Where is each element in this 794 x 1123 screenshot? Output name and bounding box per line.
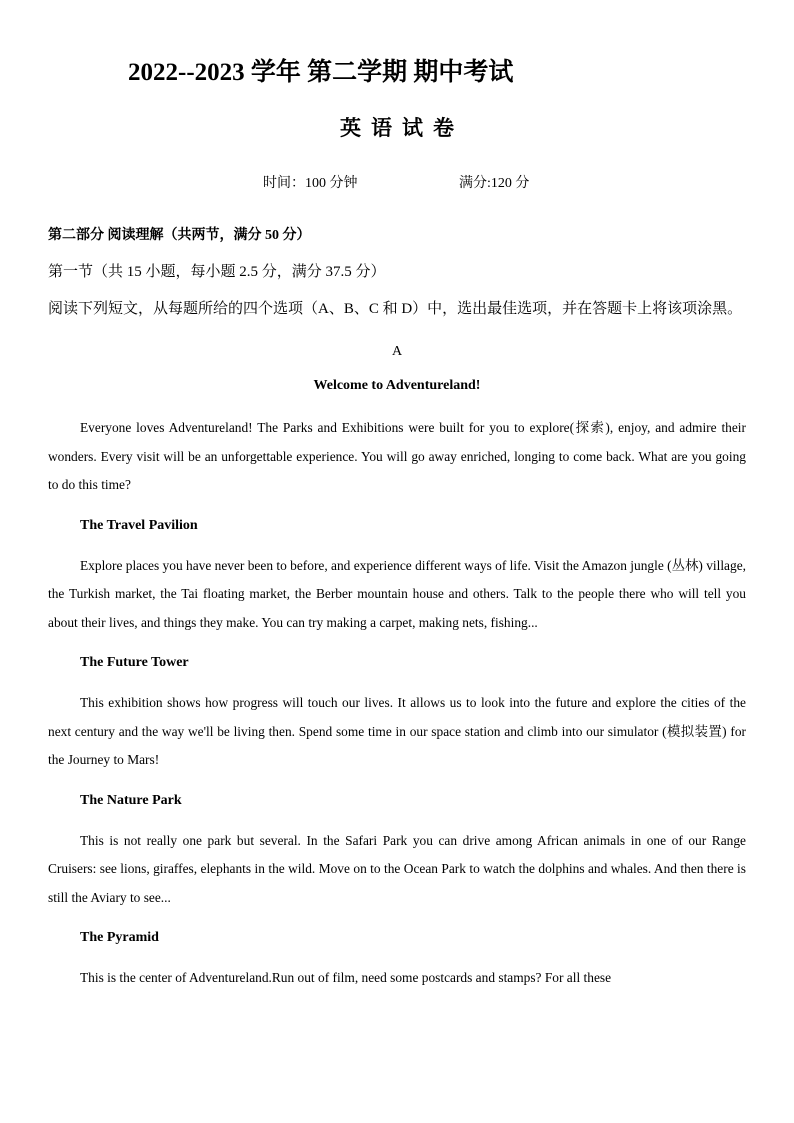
exam-content (48, 222, 746, 1005)
passage-title: Welcome to Adventureland! (313, 378, 481, 393)
exam-full-score: 满分:120 分 (459, 176, 530, 191)
section-heading-travel-pavilion: The Travel Pavilion (80, 517, 198, 533)
exam-time: 时间：100 分钟 (263, 176, 358, 191)
section-instruction: 阅读下列短文，从每题所给的四个选项（A、B、C 和 D）中，选出最佳选项，并在答题卡上将该项涂黑。 (48, 301, 743, 317)
section-text-future-tower: This exhibition shows how progress will touch our lives. It allows us to look into the future and explore the cities of the next century and the way we'll be living then. Spend some time in our space station and climb into our simulator (模拟装置) for the Journey to Mars! (48, 695, 746, 767)
section-heading-nature-park: The Nature Park (80, 792, 182, 808)
section-part: 第一节（共 15 小题，每小题 2.5 分，满分 37.5 分） (48, 264, 386, 280)
exam-title: 2022--2023 学年 第二学期 期中考试 (128, 59, 514, 86)
subject-title: 英语试卷 (340, 116, 464, 140)
section-text-pyramid: This is the center of Adventureland.Run out of film, need some postcards and stamps? For all these (80, 970, 612, 985)
section-text-nature-park: This is not really one park but several. In the Safari Park you can drive among African animals in one of our Range Cruisers: see lions, giraffes, elephants in the wild. Move on to the Ocean Park to watch the dolphins and whales. And then there is still the Aviary to see... (48, 832, 746, 905)
passage-intro: Everyone loves Adventureland! The Parks and Exhibitions were built for you to explore(探索), enjoy, and admire their wonders. Every visit will be an unforgettable experience. You will go away enriched, longing to come back. What are you going to do this time? (48, 420, 746, 492)
section-heading-future-tower: The Future Tower (80, 655, 189, 670)
section-text-travel-pavilion: Explore places you have never been to before, and experience different ways of life. Visit the Amazon jungle (丛林) village, the Turkish market, the Tai floating market, the Berber mountain house and others. Talk to the people there who will tell you about their lives, and things they make. You can try making a carpet, making nets, fishing... (48, 557, 746, 630)
passage-letter: A (391, 344, 403, 359)
section-heading-pyramid: The Pyramid (80, 930, 159, 945)
section-heading: 第二部分 阅读理解（共两节，满分 50 分） (48, 228, 311, 243)
